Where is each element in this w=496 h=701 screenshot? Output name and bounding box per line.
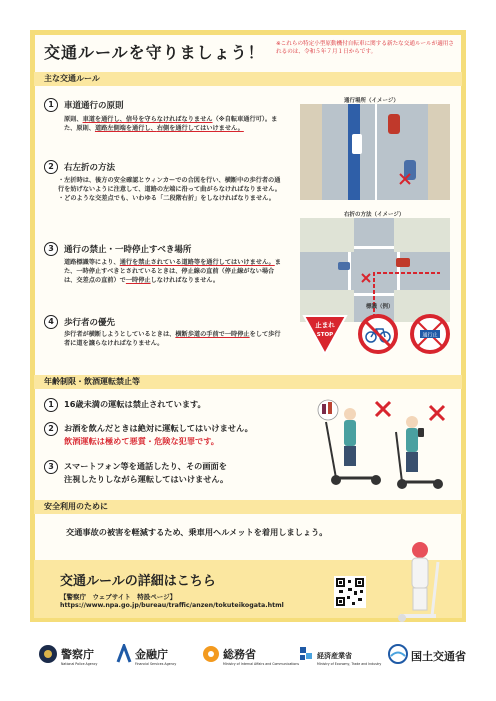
rule-number: 3 — [44, 460, 58, 474]
age-rule-text: スマートフォン等を通話したり、その画面を — [64, 461, 227, 471]
age-rule-text: 16歳未満の運転は禁止されています。 — [64, 399, 206, 409]
logo-name: 警察庁 — [61, 647, 94, 661]
rule-number: 1 — [44, 98, 58, 112]
caption-turn: 右折の方法（イメージ） — [344, 212, 405, 218]
mlit-emblem-icon — [388, 644, 408, 664]
section-header-main-rules: 主な交通ルール — [34, 72, 462, 86]
logo-name: 国土交通省 — [411, 649, 466, 663]
rule-body: 歩行者が横断しようとしているときは、横断歩道の手前で一時停止をして歩行者に道を譲らなければなりません。 — [64, 331, 281, 347]
logo-name: 経済産業省 — [317, 651, 352, 660]
logo-meti — [298, 642, 381, 666]
rule-number: 3 — [44, 242, 58, 256]
no-entry-sign — [410, 314, 450, 354]
no-entry-text: 通行止 — [422, 332, 438, 339]
helmet-advice: 交通事故の被害を軽減するため、乗車用ヘルメットを着用しましょう。 — [66, 527, 328, 537]
logo-sub: Ministry of Economy, Trade and Industry — [317, 661, 382, 666]
meti-emblem-icon — [298, 645, 314, 663]
stop-sign — [302, 314, 348, 356]
road-illustration — [300, 104, 450, 200]
mic-emblem-icon — [202, 645, 220, 663]
section-header-safe-use: 安全利用のために — [34, 500, 462, 514]
logo-fsa — [116, 642, 176, 666]
rule-heading: 右左折の方法 — [64, 163, 116, 173]
qr-code-icon[interactable] — [334, 576, 366, 608]
rule-number: 2 — [44, 422, 58, 436]
rule-number: 4 — [44, 315, 58, 329]
no-bicycle-sign — [358, 314, 398, 354]
rule-heading: 通行の禁止・一時停止すべき場所 — [64, 245, 192, 255]
logo-sub: National Police Agency — [61, 661, 98, 666]
rule-body: ・左折時は、後方の安全確認とウィンカーでの合図を行い、横断中の歩行者の通行を妨げないように注意して、道路の左端に沿って曲がらなければなりません。 ・どのような交差点でも、いわゆる「二段階右折」をしなければなりません。 — [58, 177, 281, 202]
logo-name: 金融庁 — [135, 647, 168, 661]
stop-sign-text: 止まれ — [315, 321, 335, 329]
rule-body: 原則、車道を通行し、信号を守らなければなりません（※自転車通行可）。また、原則、道路左側端を通行し、右側を通行してはいけません。 — [64, 116, 278, 132]
caption-signs: 標識（例） — [366, 304, 394, 310]
rule-heading: 歩行者の優先 — [64, 318, 116, 328]
caption-road: 通行場所（イメージ） — [344, 98, 399, 104]
scooter-illustration — [306, 392, 456, 492]
detail-url-link[interactable]: https://www.npa.go.jp/bureau/traffic/anzen/tokuteikogata.html — [60, 602, 284, 609]
date-note: ※これらの特定小型原動機付自転車に関する新たな交通ルールが適用されるのは、令和５年７月１日からです。 — [276, 41, 454, 55]
age-rule-text: お酒を飲んだときは絶対に運転してはいけません。 — [64, 423, 253, 433]
logo-mic — [202, 642, 299, 666]
page-title: 交通ルールを守りましょう！ — [44, 43, 265, 62]
logo-sub: Ministry of Internal Affairs and Communications — [223, 661, 300, 666]
rule-number: 2 — [44, 160, 58, 174]
stop-sign-en: STOP — [316, 332, 334, 338]
drunk-driving-warning: 飲酒運転は極めて悪質・危険な犯罪です。 — [64, 436, 219, 446]
rule-heading: 車道通行の原則 — [64, 101, 124, 111]
detail-title: 交通ルールの詳細はこちら — [60, 574, 216, 589]
section-header-age-limits: 年齢制限・飲酒運転禁止等 — [34, 375, 462, 389]
logo-name: 総務省 — [223, 647, 256, 661]
logo-npa — [38, 642, 97, 666]
police-emblem-icon — [38, 644, 58, 664]
logo-mlit — [388, 642, 466, 666]
rule-body: 道路標識等により、通行を禁止されている道路等を通行してはいけません。また、一時停止すべきとされているときは、停止線の直前（停止線がない場合は、交差点の直前）で一時停止しなければなりません。 — [64, 259, 281, 284]
logo-sub: Financial Services Agency — [135, 661, 177, 666]
fsa-emblem-icon — [116, 644, 132, 664]
detail-label: 【警察庁 ウェブサイト 特設ページ】 — [60, 593, 177, 601]
helmet-rider-illustration — [392, 538, 452, 622]
age-rule-text-2: 注視したりしながら運転してはいけません。 — [64, 474, 229, 484]
rule-number: 1 — [44, 398, 58, 412]
